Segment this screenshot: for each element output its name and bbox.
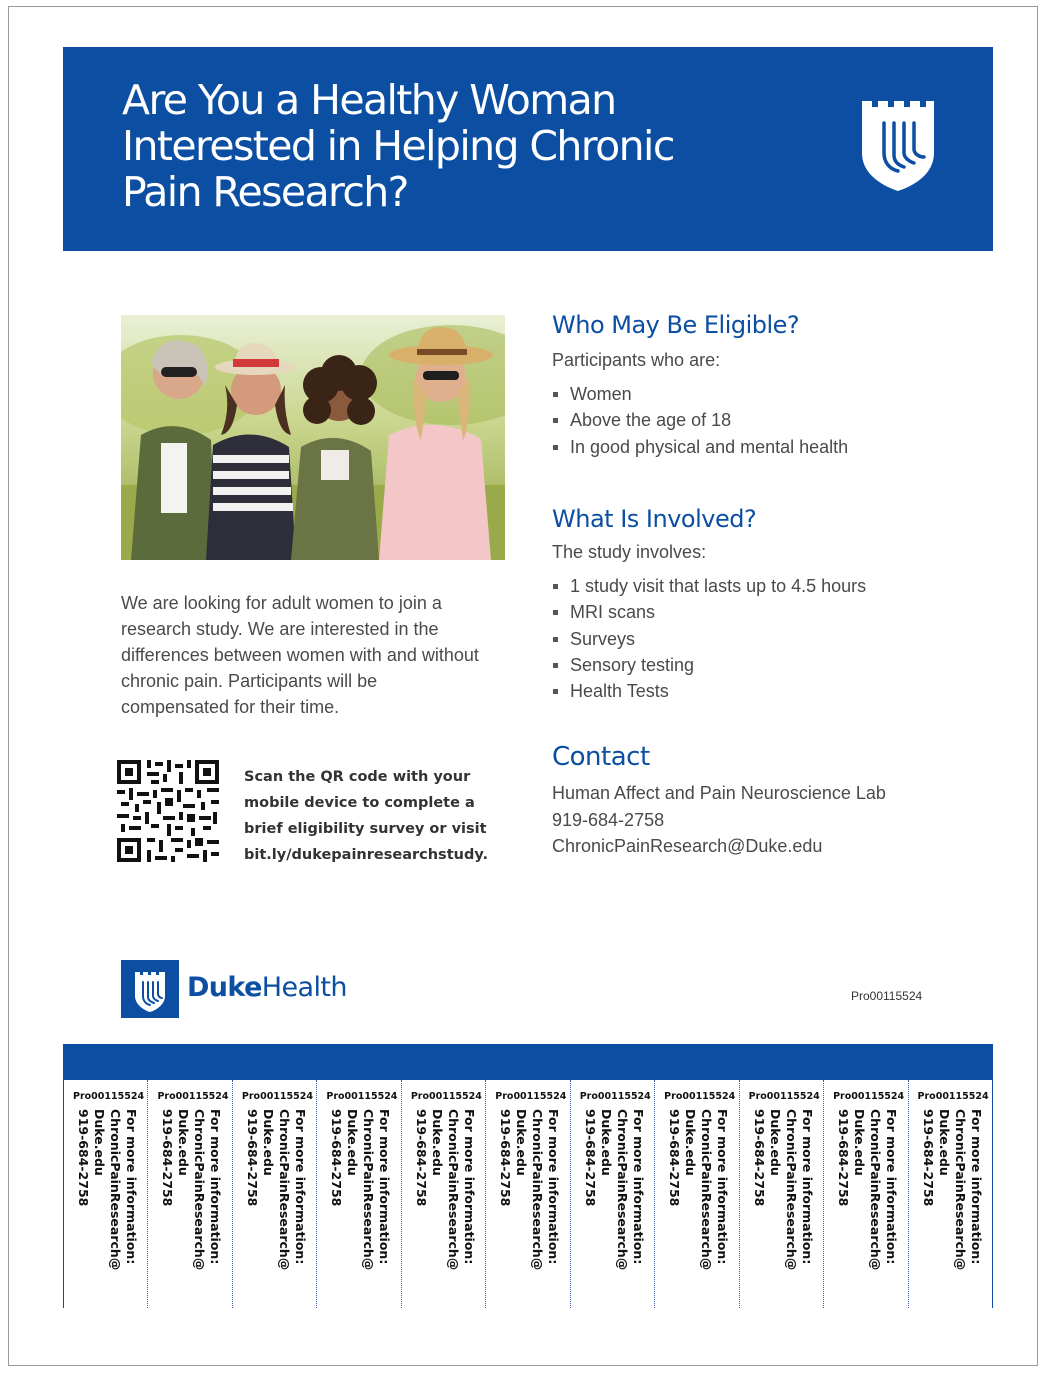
tab-line-1: For more information: (377, 1109, 393, 1265)
title-line-1: Are You a Healthy Woman (122, 76, 616, 124)
tab-line-1: For more information: (208, 1109, 224, 1265)
title-line-3: Pain Research? (122, 168, 408, 216)
tab-line-4: 919-684-2758 (667, 1109, 683, 1207)
tab-line-3: Duke.edu (92, 1109, 107, 1176)
tear-off-tab[interactable] (739, 1080, 823, 1308)
tab-line-1: For more information: (630, 1109, 646, 1265)
tab-line-2: ChronicPainResearch@ (699, 1109, 715, 1271)
tab-line-4: 919-684-2758 (413, 1109, 429, 1207)
eligibility-lead: Participants who are: (552, 350, 721, 370)
involvement-lead: The study involves: (552, 542, 707, 562)
tab-line-1: For more information: (799, 1109, 815, 1265)
brand-bold: Duke (187, 972, 262, 1003)
tear-off-tab[interactable] (485, 1080, 569, 1308)
eligibility-section (552, 310, 962, 460)
contact-lab: Human Affect and Pain Neuroscience Lab (552, 783, 886, 803)
tab-line-2: ChronicPainResearch@ (108, 1109, 123, 1271)
tab-protocol-id: Pro00115524 (241, 1091, 313, 1102)
tab-protocol-id: Pro00115524 (73, 1091, 145, 1102)
tear-off-bar (63, 1044, 993, 1080)
tear-off-tab[interactable] (401, 1080, 485, 1308)
tab-info (666, 1109, 730, 1270)
tab-line-2: ChronicPainResearch@ (192, 1109, 208, 1271)
tear-off-tab[interactable] (63, 1080, 147, 1308)
eligibility-list (552, 381, 962, 460)
tab-line-1: For more information: (968, 1109, 984, 1265)
tab-line-3: Duke.edu (345, 1109, 361, 1176)
list-item: Women (552, 381, 962, 407)
tab-line-4: 919-684-2758 (582, 1109, 598, 1207)
title-line-2: Interested in Helping Chronic (122, 122, 674, 170)
tear-off-tab[interactable] (570, 1080, 654, 1308)
tab-line-2: ChronicPainResearch@ (783, 1109, 799, 1271)
tab-line-1: For more information: (546, 1109, 562, 1265)
involvement-list (552, 573, 962, 704)
tab-line-2: ChronicPainResearch@ (276, 1109, 292, 1271)
tear-off-tab[interactable] (908, 1080, 993, 1308)
tab-info (159, 1109, 223, 1270)
involvement-heading: What Is Involved? (552, 505, 757, 533)
tab-protocol-id: Pro00115524 (664, 1091, 736, 1102)
tab-info (75, 1109, 139, 1270)
tab-line-3: Duke.edu (767, 1109, 783, 1176)
list-item: MRI scans (552, 599, 962, 625)
tab-line-2: ChronicPainResearch@ (868, 1109, 884, 1271)
tab-info (413, 1109, 477, 1270)
tab-info (244, 1109, 308, 1270)
tab-line-3: Duke.edu (852, 1109, 868, 1176)
tab-line-4: 919-684-2758 (76, 1109, 91, 1207)
eligibility-heading: Who May Be Eligible? (552, 311, 800, 339)
tab-line-1: For more information: (292, 1109, 308, 1265)
tab-line-1: For more information: (715, 1109, 731, 1265)
tab-line-4: 919-684-2758 (244, 1109, 260, 1207)
tab-info (751, 1109, 815, 1270)
list-item: In good physical and mental health (552, 434, 962, 460)
tab-line-4: 919-684-2758 (329, 1109, 345, 1207)
duke-health-logo-icon (121, 960, 179, 1018)
qr-code[interactable] (117, 760, 219, 862)
tab-info (835, 1109, 899, 1270)
tab-line-4: 919-684-2758 (160, 1109, 176, 1207)
contact-section (552, 742, 962, 860)
tab-line-2: ChronicPainResearch@ (361, 1109, 377, 1271)
tear-off-tab[interactable] (147, 1080, 231, 1308)
contact-phone[interactable]: 919-684-2758 (552, 809, 665, 830)
tab-line-2: ChronicPainResearch@ (530, 1109, 546, 1271)
tab-line-1: For more information: (461, 1109, 477, 1265)
qr-line-1: Scan the QR code with your (244, 769, 471, 785)
tab-line-1: For more information: (884, 1109, 900, 1265)
qr-instructions (244, 764, 489, 868)
involvement-section (552, 504, 962, 704)
duke-health-wordmark (187, 972, 347, 1003)
intro-paragraph: We are looking for adult women to join a research study. We are interested in the differences between women with and without chronic pain. Participants will be compensated for their time. (121, 593, 479, 717)
list-item: Health Tests (552, 678, 962, 704)
duke-shield-icon (858, 97, 938, 193)
list-item: Sensory testing (552, 652, 962, 678)
tab-protocol-id: Pro00115524 (748, 1091, 820, 1102)
tab-info (497, 1109, 561, 1270)
tab-protocol-id: Pro00115524 (326, 1091, 398, 1102)
tab-line-1: For more information: (124, 1109, 139, 1265)
tab-line-2: ChronicPainResearch@ (952, 1109, 968, 1271)
qr-line-3: brief eligibility survey or visit (244, 821, 487, 837)
tab-protocol-id: Pro00115524 (495, 1091, 567, 1102)
tab-protocol-id: Pro00115524 (833, 1091, 905, 1102)
qr-line-2: mobile device to complete a (244, 795, 475, 811)
tear-off-tab[interactable] (654, 1080, 738, 1308)
contact-heading: Contact (552, 742, 650, 772)
list-item: Above the age of 18 (552, 407, 962, 433)
tab-protocol-id: Pro00115524 (157, 1091, 229, 1102)
tab-line-3: Duke.edu (598, 1109, 614, 1176)
contact-email[interactable]: ChronicPainResearch@Duke.edu (552, 836, 823, 856)
tab-line-4: 919-684-2758 (836, 1109, 852, 1207)
tear-off-tab[interactable] (232, 1080, 316, 1308)
list-item: 1 study visit that lasts up to 4.5 hours (552, 573, 962, 599)
tear-off-tab[interactable] (823, 1080, 907, 1308)
tab-line-4: 919-684-2758 (751, 1109, 767, 1207)
tear-off-tab[interactable] (316, 1080, 400, 1308)
tab-protocol-id: Pro00115524 (579, 1091, 651, 1102)
tear-off-tabs (63, 1080, 993, 1308)
tab-line-2: ChronicPainResearch@ (445, 1109, 461, 1271)
brand-regular: Health (261, 972, 347, 1003)
tab-line-3: Duke.edu (514, 1109, 530, 1176)
tab-protocol-id: Pro00115524 (917, 1091, 989, 1102)
protocol-number: Pro00115524 (851, 989, 923, 1003)
tab-line-2: ChronicPainResearch@ (614, 1109, 630, 1271)
tab-info (328, 1109, 392, 1270)
tab-protocol-id: Pro00115524 (410, 1091, 482, 1102)
tab-line-3: Duke.edu (683, 1109, 699, 1176)
tab-info (582, 1109, 646, 1270)
tab-line-4: 919-684-2758 (920, 1109, 936, 1207)
tab-line-3: Duke.edu (429, 1109, 445, 1176)
tab-line-4: 919-684-2758 (498, 1109, 514, 1207)
tab-info (920, 1109, 984, 1270)
qr-link[interactable]: bit.ly/dukepainresearchstudy. (244, 847, 488, 863)
tab-line-3: Duke.edu (936, 1109, 952, 1176)
tab-line-3: Duke.edu (260, 1109, 276, 1176)
list-item: Surveys (552, 626, 962, 652)
header-banner (63, 47, 993, 251)
page-title (122, 77, 742, 215)
women-walking-photo (121, 315, 505, 560)
tab-line-3: Duke.edu (176, 1109, 192, 1176)
